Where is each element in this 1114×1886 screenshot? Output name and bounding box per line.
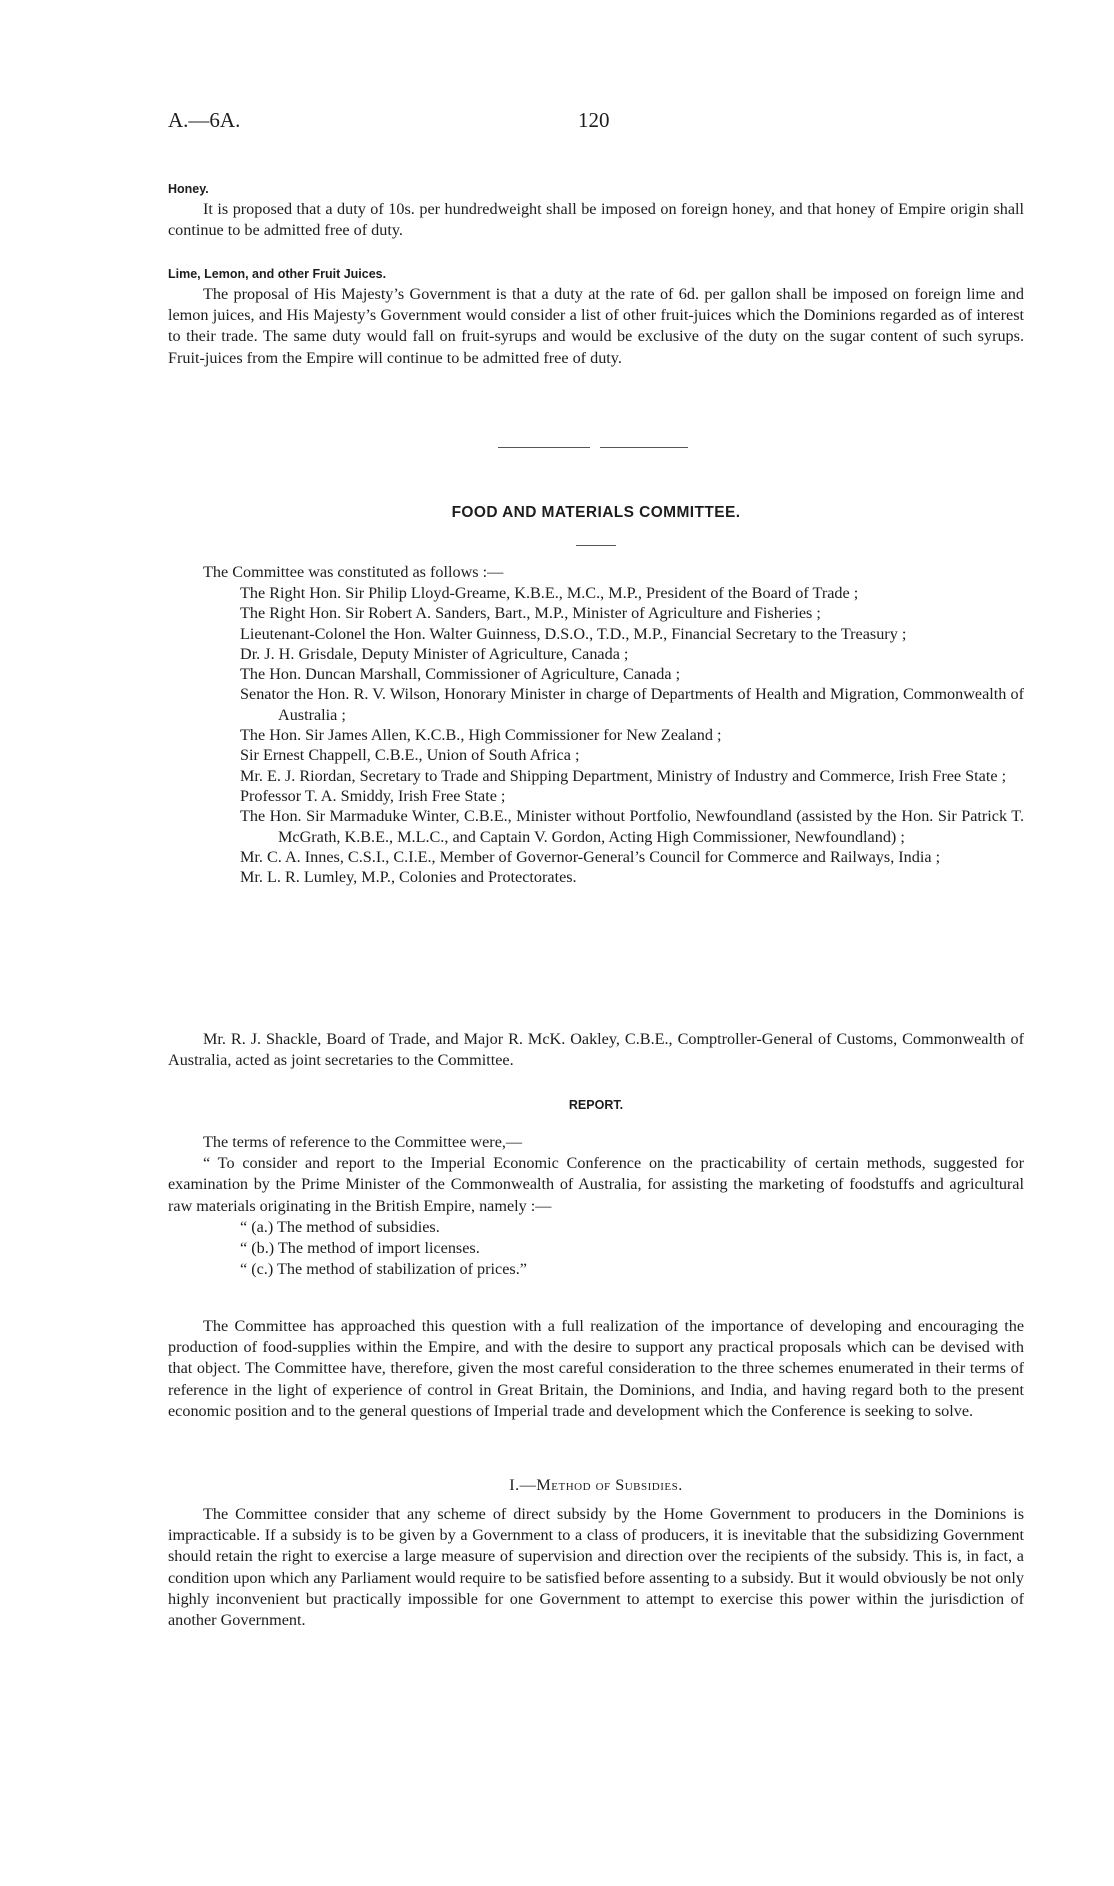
member-item: Senator the Hon. R. V. Wilson, Honorary Minister in charge of Departments of Health and Migration, Commonwealth of Australia ; <box>240 685 1024 724</box>
method-item: “ (c.) The method of stabilization of prices.” <box>240 1260 527 1279</box>
secretaries-section <box>168 1029 1024 1071</box>
committee-title: FOOD AND MATERIALS COMMITTEE. <box>451 504 741 521</box>
document-reference: A.—6A. <box>168 108 241 132</box>
subsidies-section-title: I.—Method of Subsidies. <box>509 1476 683 1494</box>
member-item: Mr. C. A. Innes, C.S.I., C.I.E., Member of Governor-General’s Council for Commerce and Railways, India ; <box>240 847 941 866</box>
honey-heading: Honey. <box>168 182 209 196</box>
terms-of-reference <box>168 1132 1024 1280</box>
secretaries-paragraph: Mr. R. J. Shackle, Board of Trade, and Major R. McK. Oakley, C.B.E., Comptroller-General of Customs, Commonwealth of Australia, acted as joint secretaries to the Committee. <box>168 1030 1024 1070</box>
members-intro: The Committee was constituted as follows :— <box>203 563 504 581</box>
subsidies-paragraph: The Committee consider that any scheme of direct subsidy by the Home Government to producers in the Dominions is impracticable. If a subsidy is to be given by a Government to a class of producers, it is inevitable that the subsidizing Government should retain the right to exercise a large measure of supervision and direction over the recipients of the subsidy. This is, in fact, a condition upon which any Parliament would require to be satisfied before assenting to a subsidy. But it would obviously be not only highly inconvenient but practically impossible for one Government to attempt to exercise this power within the jurisdiction of another Government. <box>168 1505 1024 1630</box>
lime-heading: Lime, Lemon, and other Fruit Juices. <box>168 267 387 281</box>
member-item: Dr. J. H. Grisdale, Deputy Minister of Agriculture, Canada ; <box>240 644 629 663</box>
honey-section <box>168 182 1024 241</box>
member-item: Sir Ernest Chappell, C.B.E., Union of South Africa ; <box>240 746 580 765</box>
methods-list <box>168 1217 1024 1281</box>
member-list <box>168 583 1024 887</box>
honey-paragraph: It is proposed that a duty of 10s. per hundredweight shall be imposed on foreign honey, and that honey of Empire origin shall continue to be admitted free of duty. <box>168 200 1024 240</box>
member-item: Mr. E. J. Riordan, Secretary to Trade and Shipping Department, Ministry of Industry and Commerce, Irish Free State ; <box>240 766 1007 785</box>
terms-intro: The terms of reference to the Committee were,— <box>203 1133 523 1151</box>
page-number: 120 <box>578 108 610 132</box>
member-item: The Right Hon. Sir Robert A. Sanders, Bart., M.P., Minister of Agriculture and Fisheries ; <box>240 604 821 623</box>
member-item: The Right Hon. Sir Philip Lloyd-Greame, K.B.E., M.C., M.P., President of the Board of Trade ; <box>240 584 859 602</box>
subsidies-section <box>168 1504 1024 1631</box>
committee-members <box>168 562 1024 887</box>
method-item: “ (b.) The method of import licenses. <box>240 1239 480 1258</box>
member-item: Lieutenant-Colonel the Hon. Walter Guinness, D.S.O., T.D., M.P., Financial Secretary to the Treasury ; <box>240 624 907 643</box>
approach-paragraph: The Committee has approached this question with a full realization of the importance of developing and encouraging the production of food-supplies within the Empire, and with the desire to support any practical proposals which can be devised with that object. The Committee have, therefore, given the most careful consideration to the three schemes enumerated in their terms of reference in the light of experience of control in Great Britain, the Dominions, and India, and having regard both to the present economic position and to the general questions of Imperial trade and development which the Conference is seeking to solve. <box>168 1317 1024 1420</box>
approach-section <box>168 1316 1024 1422</box>
member-item: The Hon. Sir James Allen, K.C.B., High Commissioner for New Zealand ; <box>240 726 722 745</box>
method-item: “ (a.) The method of subsidies. <box>240 1217 440 1236</box>
member-item: The Hon. Sir Marmaduke Winter, C.B.E., Minister without Portfolio, Newfoundland (assisted by the Hon. Sir Patrick T. McGrath, K.B.E., M.L.C., and Captain V. Gordon, Acting High Commissioner, Newfoundland) ; <box>240 807 1024 846</box>
terms-quote: “ To consider and report to the Imperial Economic Conference on the practicability of certain methods, suggested for examination by the Prime Minister of the Commonwealth of Australia, for assisting the marketing of foodstuffs and agricultural raw materials originating in the British Empire, namely :— <box>168 1154 1024 1215</box>
member-item: The Hon. Duncan Marshall, Commissioner of Agriculture, Canada ; <box>240 665 681 684</box>
lime-section <box>168 267 1024 369</box>
report-title: REPORT. <box>568 1098 624 1112</box>
title-rule <box>576 545 616 546</box>
member-item: Mr. L. R. Lumley, M.P., Colonies and Protectorates. <box>240 868 577 887</box>
member-item: Professor T. A. Smiddy, Irish Free State ; <box>240 786 506 805</box>
lime-paragraph: The proposal of His Majesty’s Government is that a duty at the rate of 6d. per gallon shall be imposed on foreign lime and lemon juices, and His Majesty’s Government would consider a list of other fruit-juices which the Dominions regarded as of interest to their trade. The same duty would fall on fruit-syrups and would be exclusive of the duty on the sugar content of such syrups. Fruit-juices from the Empire will continue to be admitted free of duty. <box>168 285 1024 367</box>
